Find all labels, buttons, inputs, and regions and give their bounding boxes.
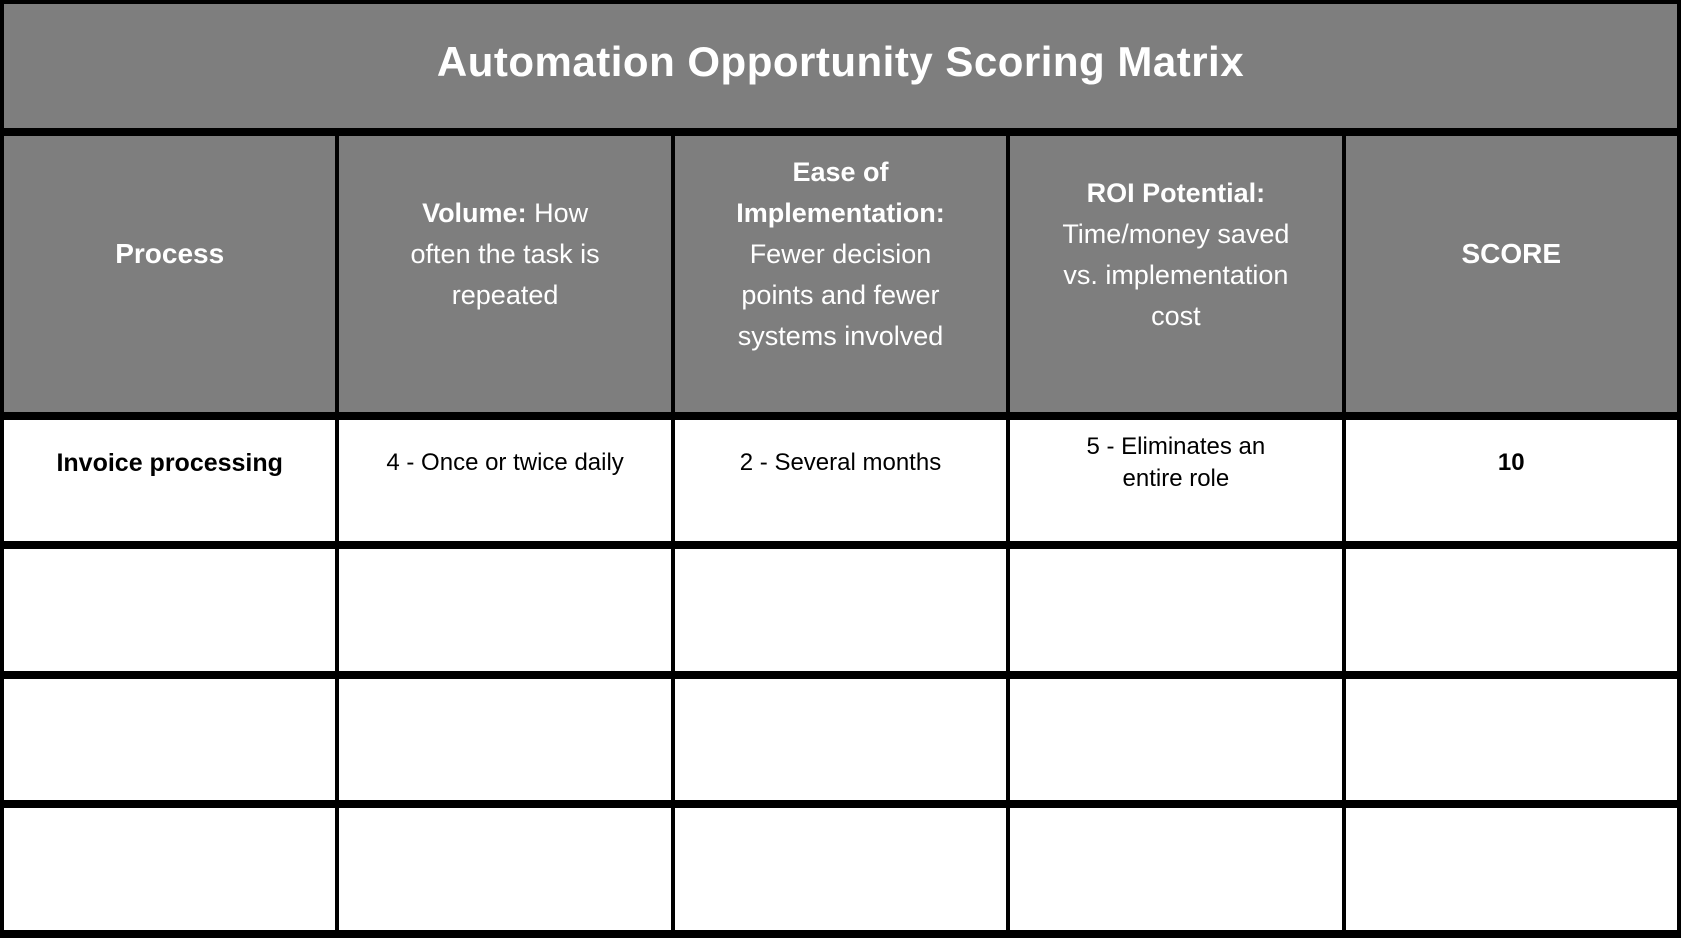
column-header-roi-description: Time/money saved vs. implementation cost — [1062, 218, 1290, 331]
cell-roi-potential — [1008, 804, 1343, 934]
table-row-empty-1 — [2, 545, 1679, 675]
column-header-volume-label: Volume: — [422, 198, 527, 229]
cell-process — [2, 545, 337, 675]
column-header-ease-of-implementation — [673, 132, 1008, 416]
cell-volume: 4 - Once or twice daily — [337, 416, 672, 546]
cell-volume — [337, 804, 672, 934]
cell-roi-potential: 5 - Eliminates an entire role — [1008, 416, 1343, 546]
column-header-score-label: SCORE — [1461, 238, 1562, 270]
column-header-roi-label: ROI Potential: — [1086, 177, 1266, 208]
table-row-invoice-processing — [2, 416, 1679, 546]
table-row-empty-3 — [2, 804, 1679, 934]
column-header-ease-description: Fewer decision points and fewer systems involved — [737, 239, 944, 352]
cell-score — [1344, 545, 1679, 675]
column-header-ease-label: Ease of Implementation: — [736, 156, 945, 229]
cell-ease-of-implementation — [673, 804, 1008, 934]
cell-ease-of-implementation — [673, 545, 1008, 675]
cell-process: Invoice processing — [2, 416, 337, 546]
cell-ease-of-implementation — [673, 675, 1008, 805]
table-row-empty-2 — [2, 675, 1679, 805]
cell-process — [2, 675, 337, 805]
column-header-row — [2, 132, 1679, 416]
cell-roi-potential — [1008, 545, 1343, 675]
column-header-roi-potential — [1008, 132, 1343, 416]
cell-score — [1344, 804, 1679, 934]
column-header-score — [1344, 132, 1679, 416]
cell-score — [1344, 675, 1679, 805]
column-header-volume — [337, 132, 672, 416]
column-header-volume-description: How often the task is repeated — [410, 198, 600, 311]
cell-process — [2, 804, 337, 934]
cell-ease-of-implementation: 2 - Several months — [673, 416, 1008, 546]
cell-volume — [337, 675, 672, 805]
column-header-process-label: Process — [115, 238, 225, 270]
cell-roi-potential — [1008, 675, 1343, 805]
cell-score: 10 — [1344, 416, 1679, 546]
title-row — [2, 2, 1679, 132]
column-header-process — [2, 132, 337, 416]
cell-volume — [337, 545, 672, 675]
page-title: Automation Opportunity Scoring Matrix — [2, 2, 1679, 132]
